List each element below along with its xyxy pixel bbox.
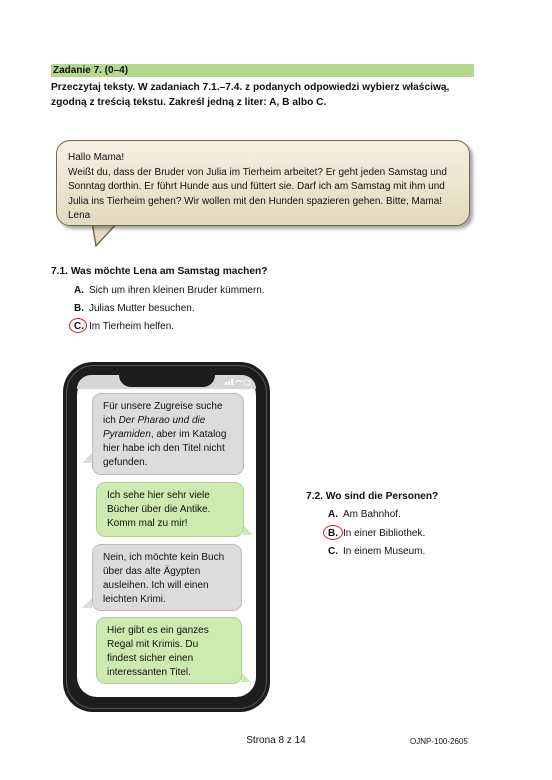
chat-line: gefunden.	[103, 457, 148, 468]
phone-notch	[119, 370, 215, 387]
letter-line: Julia ins Tierheim gehen? Wir wollen mit den Hunden spazieren gehen. Bitte, Mama!	[68, 195, 443, 207]
letter-greeting: Hallo Mama!	[68, 152, 125, 163]
book-title: Der Pharao und die	[118, 415, 206, 426]
option-letter: A.	[74, 285, 84, 296]
option-a[interactable]	[74, 285, 265, 296]
option-b[interactable]	[74, 303, 195, 314]
chat-line: leichten Krimi.	[103, 594, 166, 605]
bubble-tail-right	[243, 525, 253, 535]
exam-code: OJNP-100-2605	[410, 737, 468, 746]
answer-circle-7-2	[323, 525, 343, 540]
answer-circle-7-1	[69, 318, 87, 333]
option-letter: A.	[328, 509, 338, 520]
chat-line: Nein, ich möchte kein Buch	[103, 552, 225, 563]
status-icons	[225, 378, 251, 386]
chat-line	[103, 428, 233, 442]
letter-line: Sonntag dorthin. Er führt Hunde aus und füttert sie. Darf ich am Samstag mit ihm und	[68, 181, 445, 192]
letter-signature: Lena	[68, 210, 91, 221]
option-text: Sich um ihren kleinen Bruder kümmern.	[89, 285, 265, 296]
task-header: Zadanie 7. (0–4)	[51, 64, 474, 77]
chat-line: hier habe ich den Titel nicht	[103, 443, 225, 454]
task-instruction	[51, 80, 481, 110]
question-7-2-title: 7.2. Wo sind die Personen?	[306, 491, 439, 502]
option-c[interactable]	[328, 546, 425, 557]
chat-line: Hier gibt es ein ganzes	[107, 625, 209, 636]
chat-line	[103, 414, 233, 428]
chat-line: interessanten Titel.	[107, 667, 191, 678]
chat-message-outgoing	[96, 482, 244, 537]
chat-line: ausleihen. Ich will einen	[103, 580, 209, 591]
chat-line: über das alte Ägypten	[103, 566, 201, 577]
option-letter: C.	[74, 321, 84, 332]
chat-text: , aber im Katalog	[150, 429, 227, 440]
option-letter: B.	[328, 528, 338, 539]
chat-message-incoming	[92, 544, 242, 611]
page-number: Strona 8 z 14	[246, 735, 306, 746]
option-letter: B.	[74, 303, 84, 314]
bubble-tail-left	[82, 598, 92, 608]
letter-bubble	[56, 140, 470, 226]
question-7-1-title: 7.1. Was möchte Lena am Samstag machen?	[51, 266, 268, 277]
chat-message-incoming	[92, 393, 244, 475]
bubble-tail-left	[82, 453, 92, 463]
chat-message-outgoing	[96, 617, 242, 684]
chat-line: findest sicher einen	[107, 653, 194, 664]
option-c[interactable]	[74, 321, 174, 332]
option-text: In einem Museum.	[343, 546, 426, 557]
option-a[interactable]	[328, 509, 401, 520]
chat-line: Bücher über die Antike.	[107, 504, 211, 515]
option-text: In einer Bibliothek.	[343, 528, 426, 539]
option-text: Julias Mutter besuchen.	[89, 303, 195, 314]
letter-line: Weißt du, dass der Bruder von Julia im Tierheim arbeitet? Er geht jeden Samstag und	[68, 166, 447, 178]
instruction-line-2: zgodną z treścią tekstu. Zakreśl jedną z liter: A, B albo C.	[51, 97, 327, 108]
chat-line: Ich sehe hier sehr viele	[107, 490, 210, 501]
instruction-line-1: Przeczytaj teksty. W zadaniach 7.1.–7.4. z podanych odpowiedzi wybierz właściwą,	[51, 82, 450, 93]
bubble-tail-right	[241, 672, 251, 682]
chat-text: ich	[103, 415, 119, 426]
chat-line: Komm mal zu mir!	[107, 518, 188, 529]
book-title: Pyramiden	[103, 429, 151, 440]
chat-line: Regal mit Krimis. Du	[107, 639, 199, 650]
option-text: Am Bahnhof.	[343, 509, 401, 520]
chat-line: Für unsere Zugreise suche	[103, 401, 223, 412]
option-text: Im Tierheim helfen.	[89, 321, 175, 332]
option-letter: C.	[328, 546, 338, 557]
